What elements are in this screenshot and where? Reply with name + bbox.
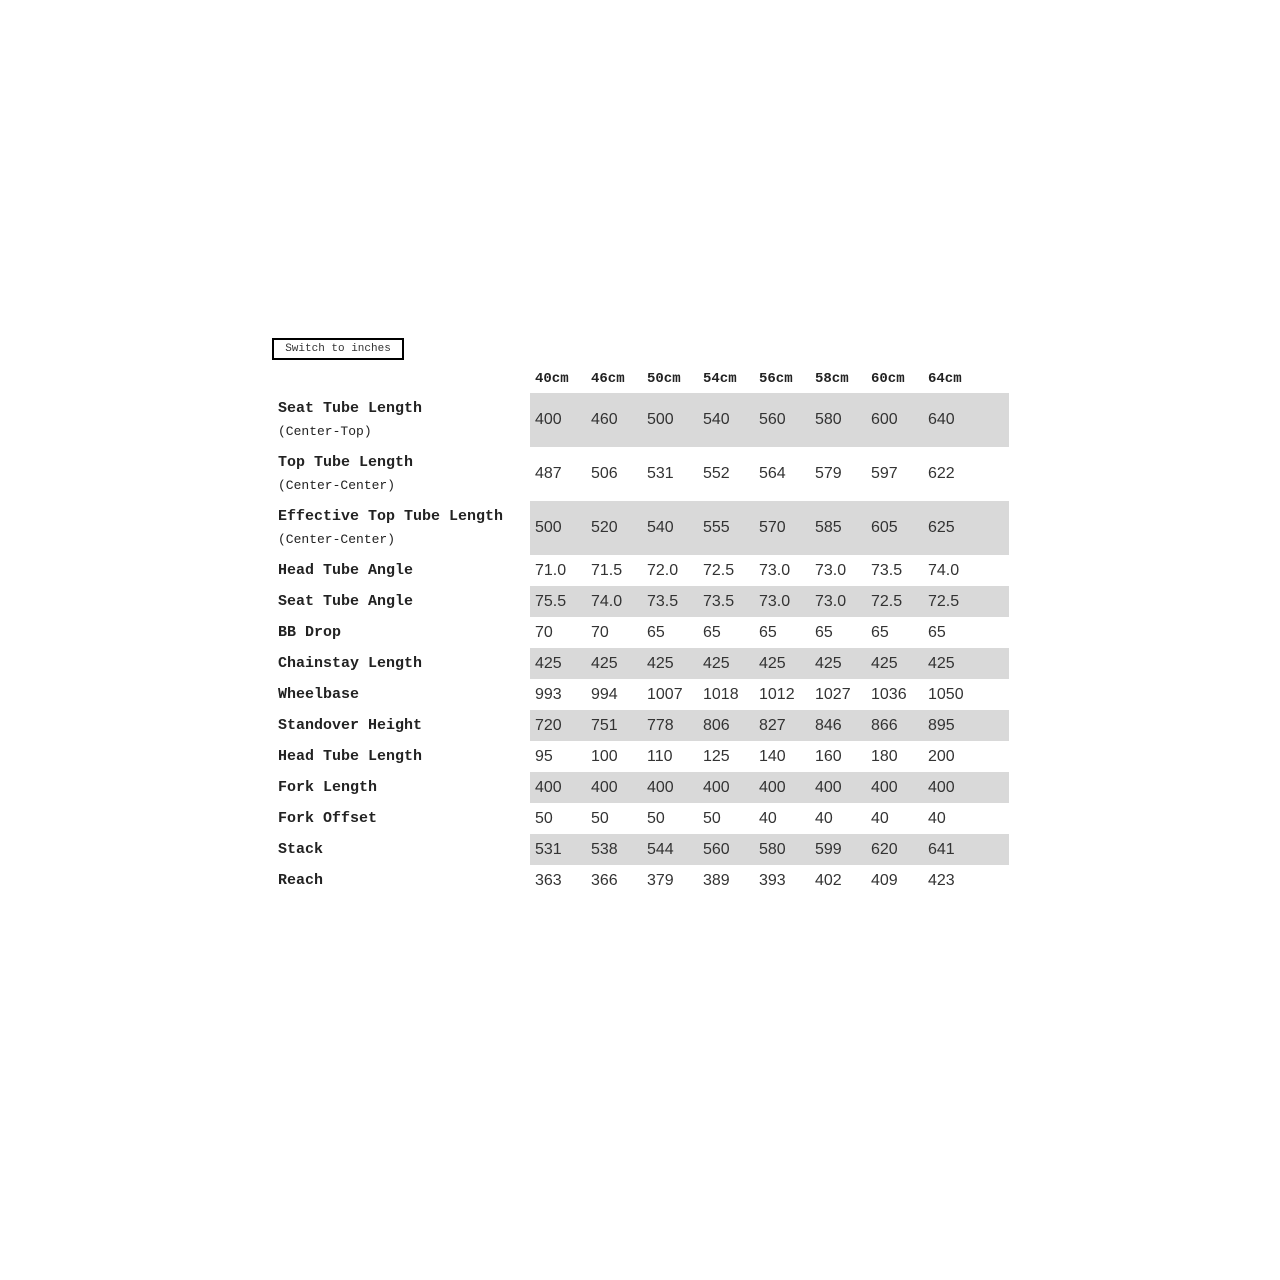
table-row — [272, 617, 1009, 648]
value-cell: 73.0 — [754, 586, 810, 617]
value-cell: 95 — [535, 747, 553, 765]
value-cell: 363 — [535, 871, 562, 889]
value-cell: 379 — [647, 871, 674, 889]
value-cell: 73.5 — [642, 586, 698, 617]
table-row — [272, 648, 1009, 679]
value-cell: 125 — [703, 747, 730, 765]
value-cell: 74.0 — [928, 561, 960, 579]
table-row — [272, 447, 1009, 501]
value-cell: 597 — [871, 465, 898, 482]
row-label-cell — [272, 393, 530, 447]
table-row — [272, 741, 1009, 772]
row-label-cell — [272, 865, 530, 896]
value-cell: 409 — [871, 871, 898, 889]
value-cell: 65 — [871, 623, 889, 641]
value-cell: 846 — [810, 710, 866, 741]
value-cell: 50 — [647, 809, 665, 827]
row-label-cell — [272, 741, 530, 772]
value-cell: 71.0 — [535, 561, 567, 579]
value-cell: 564 — [759, 465, 786, 482]
value-cell: 73.0 — [759, 561, 791, 579]
table-row — [272, 501, 1009, 555]
value-cell: 500 — [642, 393, 698, 447]
value-cell: 425 — [866, 648, 923, 679]
value-cell: 50 — [591, 809, 609, 827]
value-cell: 625 — [923, 501, 1009, 555]
value-cell: 73.5 — [698, 586, 754, 617]
value-cell: 1018 — [703, 685, 739, 703]
table-row — [272, 772, 1009, 803]
value-cell: 72.5 — [703, 561, 735, 579]
value-cell: 40 — [871, 809, 889, 827]
value-cell: 425 — [754, 648, 810, 679]
geometry-table-body — [272, 393, 1009, 896]
value-cell: 605 — [866, 501, 923, 555]
table-row — [272, 586, 1009, 617]
value-cell: 552 — [703, 465, 730, 482]
table-row — [272, 679, 1009, 710]
size-header-58cm: 58cm — [815, 371, 849, 387]
value-cell: 200 — [928, 747, 955, 765]
row-label-cell — [272, 501, 530, 555]
value-cell: 65 — [759, 623, 777, 641]
value-cell: 506 — [591, 465, 618, 482]
value-cell: 72.5 — [866, 586, 923, 617]
row-label: Chainstay Length — [278, 654, 423, 672]
value-cell: 73.0 — [815, 561, 847, 579]
value-cell: 180 — [871, 747, 898, 765]
size-header-54cm: 54cm — [703, 371, 737, 387]
value-cell: 400 — [754, 772, 810, 803]
row-label: Stack — [278, 840, 324, 858]
row-label: Standover Height — [278, 716, 423, 734]
value-cell: 425 — [810, 648, 866, 679]
value-cell: 425 — [923, 648, 1009, 679]
value-cell: 580 — [810, 393, 866, 447]
value-cell: 402 — [815, 871, 842, 889]
value-cell: 555 — [698, 501, 754, 555]
value-cell: 40 — [928, 809, 946, 827]
size-header-50cm: 50cm — [647, 371, 681, 387]
value-cell: 560 — [698, 834, 754, 865]
value-cell: 74.0 — [586, 586, 642, 617]
size-header-row — [272, 365, 1009, 393]
row-label-cell — [272, 617, 530, 648]
value-cell: 560 — [754, 393, 810, 447]
value-cell: 620 — [866, 834, 923, 865]
row-label: Fork Length — [278, 778, 378, 796]
value-cell: 72.5 — [923, 586, 1009, 617]
size-header-56cm: 56cm — [759, 371, 793, 387]
value-cell: 866 — [866, 710, 923, 741]
value-cell: 73.5 — [871, 561, 903, 579]
value-cell: 720 — [530, 710, 586, 741]
value-cell: 393 — [759, 871, 786, 889]
value-cell: 994 — [591, 685, 618, 703]
row-label-subtitle: (Center-Top) — [278, 424, 372, 439]
value-cell: 895 — [923, 710, 1009, 741]
value-cell: 50 — [703, 809, 721, 827]
value-cell: 40 — [815, 809, 833, 827]
value-cell: 400 — [698, 772, 754, 803]
row-label: Effective Top Tube Length — [278, 508, 504, 525]
row-label-cell — [272, 586, 530, 617]
value-cell: 425 — [698, 648, 754, 679]
row-label: Seat Tube Length — [278, 400, 423, 417]
row-label: Top Tube Length — [278, 454, 414, 471]
value-cell: 540 — [698, 393, 754, 447]
row-label: Head Tube Length — [278, 747, 423, 765]
value-cell: 65 — [647, 623, 665, 641]
header-empty-cell — [272, 365, 530, 393]
value-cell: 1012 — [759, 685, 795, 703]
table-row — [272, 803, 1009, 834]
geometry-table — [272, 365, 1009, 896]
value-cell: 827 — [754, 710, 810, 741]
row-label: BB Drop — [278, 623, 342, 641]
size-header-60cm: 60cm — [871, 371, 905, 387]
value-cell: 65 — [928, 623, 946, 641]
row-label: Head Tube Angle — [278, 561, 414, 579]
value-cell: 570 — [754, 501, 810, 555]
value-cell: 520 — [586, 501, 642, 555]
value-cell: 622 — [928, 465, 955, 482]
value-cell: 400 — [530, 772, 586, 803]
value-cell: 71.5 — [591, 561, 623, 579]
value-cell: 600 — [866, 393, 923, 447]
value-cell: 544 — [642, 834, 698, 865]
value-cell: 500 — [530, 501, 586, 555]
row-label-cell — [272, 772, 530, 803]
value-cell: 100 — [591, 747, 618, 765]
row-label-cell — [272, 555, 530, 586]
value-cell: 400 — [923, 772, 1009, 803]
value-cell: 579 — [815, 465, 842, 482]
size-header-64cm: 64cm — [928, 371, 962, 387]
row-label-subtitle: (Center-Center) — [278, 478, 396, 493]
value-cell: 400 — [530, 393, 586, 447]
value-cell: 806 — [698, 710, 754, 741]
table-row — [272, 710, 1009, 741]
value-cell: 389 — [703, 871, 730, 889]
table-row — [272, 555, 1009, 586]
row-label-cell — [272, 710, 530, 741]
table-row — [272, 393, 1009, 447]
value-cell: 366 — [591, 871, 618, 889]
row-label: Seat Tube Angle — [278, 592, 414, 610]
geometry-chart — [272, 338, 1012, 896]
row-label-cell — [272, 447, 530, 501]
row-label-subtitle: (Center-Center) — [278, 532, 396, 547]
value-cell: 70 — [591, 623, 609, 641]
row-label: Reach — [278, 871, 324, 889]
value-cell: 599 — [810, 834, 866, 865]
value-cell: 400 — [866, 772, 923, 803]
value-cell: 1036 — [871, 685, 907, 703]
value-cell: 75.5 — [530, 586, 586, 617]
value-cell: 40 — [759, 809, 777, 827]
value-cell: 640 — [923, 393, 1009, 447]
value-cell: 580 — [754, 834, 810, 865]
value-cell: 993 — [535, 685, 562, 703]
size-header-40cm: 40cm — [535, 371, 569, 387]
size-header-46cm: 46cm — [591, 371, 625, 387]
value-cell: 487 — [535, 465, 562, 482]
value-cell: 1007 — [647, 685, 683, 703]
value-cell: 641 — [923, 834, 1009, 865]
value-cell: 538 — [586, 834, 642, 865]
value-cell: 531 — [647, 465, 674, 482]
value-cell: 50 — [535, 809, 553, 827]
value-cell: 72.0 — [647, 561, 679, 579]
value-cell: 423 — [928, 871, 955, 889]
table-row — [272, 865, 1009, 896]
value-cell: 110 — [647, 747, 673, 765]
value-cell: 400 — [642, 772, 698, 803]
value-cell: 425 — [586, 648, 642, 679]
value-cell: 540 — [642, 501, 698, 555]
value-cell: 140 — [759, 747, 786, 765]
row-label-cell — [272, 803, 530, 834]
row-label-cell — [272, 679, 530, 710]
switch-to-inches-button[interactable]: Switch to inches — [272, 338, 404, 360]
row-label-cell — [272, 648, 530, 679]
row-label: Fork Offset — [278, 809, 378, 827]
row-label: Wheelbase — [278, 685, 360, 703]
value-cell: 73.0 — [810, 586, 866, 617]
value-cell: 400 — [810, 772, 866, 803]
value-cell: 1027 — [815, 685, 851, 703]
value-cell: 400 — [586, 772, 642, 803]
value-cell: 585 — [810, 501, 866, 555]
value-cell: 425 — [642, 648, 698, 679]
value-cell: 531 — [530, 834, 586, 865]
value-cell: 425 — [530, 648, 586, 679]
value-cell: 460 — [586, 393, 642, 447]
value-cell: 160 — [815, 747, 842, 765]
table-row — [272, 834, 1009, 865]
row-label-cell — [272, 834, 530, 865]
value-cell: 70 — [535, 623, 553, 641]
value-cell: 778 — [642, 710, 698, 741]
value-cell: 751 — [586, 710, 642, 741]
value-cell: 65 — [703, 623, 721, 641]
value-cell: 1050 — [928, 685, 964, 703]
value-cell: 65 — [815, 623, 833, 641]
